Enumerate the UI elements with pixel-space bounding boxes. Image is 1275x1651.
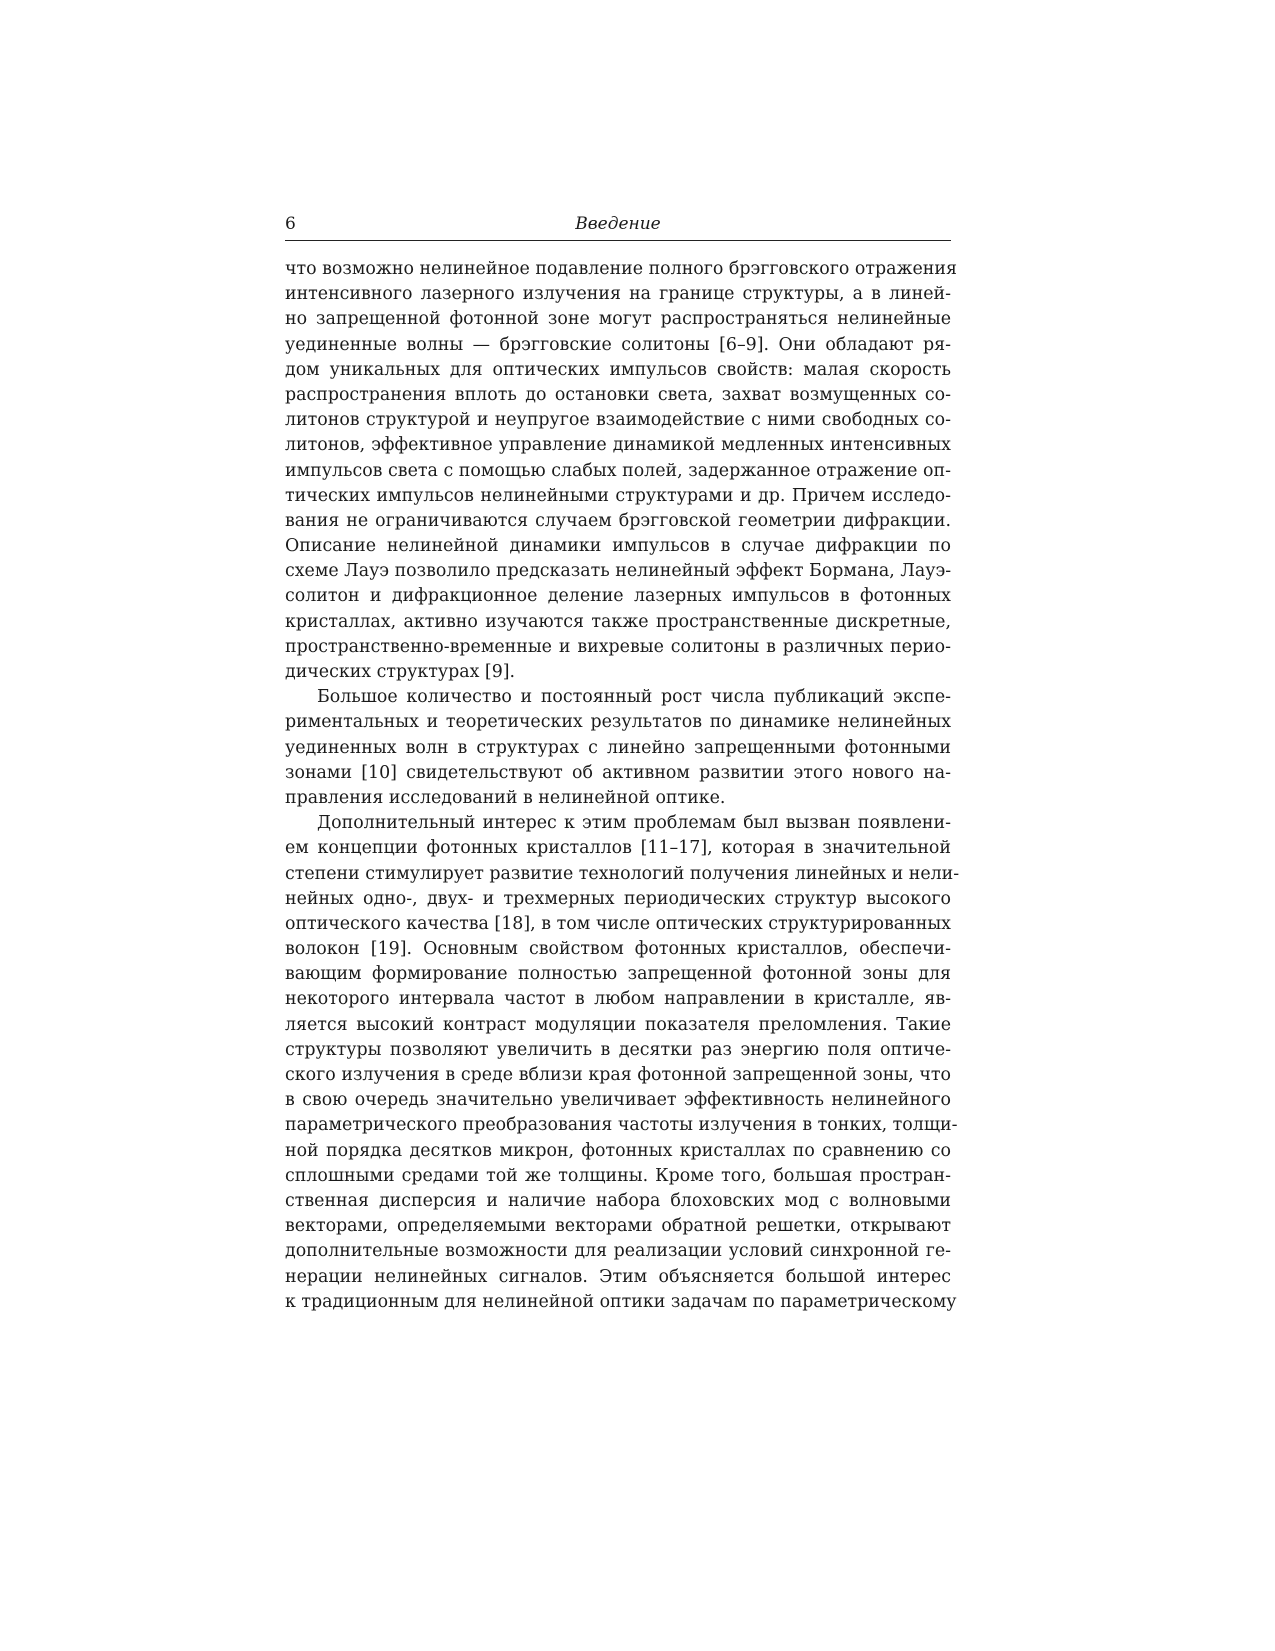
text-line: ственная дисперсия и наличие набора блоховских мод с волновыми [285,1190,951,1211]
text-line: вающим формирование полностью запрещенной фотонной зоны для [285,964,951,985]
text-line: нерации нелинейных сигналов. Этим объясняется большой интерес [285,1266,951,1287]
text-line: распространения вплоть до остановки света, захват возмущенных со- [285,384,951,405]
text-line: ем концепции фотонных кристаллов [11–17], которая в значительной [285,838,951,859]
text-line: дических структурах [9]. [285,662,516,682]
text-line: пространственно-временные и вихревые солитоны в различных перио- [285,636,951,657]
running-header [285,212,951,241]
text-line: структуры позволяют увеличить в десятки раз энергию поля оптиче- [285,1039,951,1060]
text-line: ляется высокий контраст модуляции показателя преломления. Такие [285,1014,951,1035]
text-line: уединенные волны — брэгговские солитоны [6–9]. Они обладают ря- [285,334,951,355]
text-line: правления исследований в нелинейной оптике. [285,787,726,808]
text-line: сплошными средами той же толщины. Кроме того, большая простран- [285,1165,951,1186]
body-text [285,257,960,1315]
text-line: волокон [19]. Основным свойством фотонных кристаллов, обеспечи- [285,939,951,960]
text-line: Дополнительный интерес к этим проблемам был вызван появлени- [317,813,951,834]
text-line: зонами [10] свидетельствуют об активном развитии этого нового на- [285,762,951,783]
running-title: Введение [575,214,661,234]
text-line: уединенных волн в структурах с линейно запрещенными фотонными [285,737,951,758]
text-line: Описание нелинейной динамики импульсов в случае дифракции по [285,536,951,557]
text-line: к традиционным для нелинейной оптики задачам по параметрическому [285,1291,957,1312]
text-line: дополнительные возможности для реализации условий синхронной ге- [285,1241,951,1262]
text-line: ского излучения в среде вблизи края фотонной запрещенной зоны, что [285,1065,951,1085]
page-number: 6 [285,214,296,234]
text-line: солитон и дифракционное деление лазерных импульсов в фотонных [285,586,951,607]
text-line: дом уникальных для оптических импульсов свойств: малая скорость [285,359,951,380]
text-line: степени стимулирует развитие технологий получения линейных и нели- [285,863,960,884]
text-line: схеме Лауэ позволило предсказать нелинейный эффект Бормана, Лауэ- [285,561,952,582]
text-line: ной порядка десятков микрон, фотонных кристаллах по сравнению со [285,1140,951,1161]
text-line: литонов структурой и неупругое взаимодействие с ними свободных со- [285,410,951,431]
text-line: импульсов света с помощью слабых полей, задержанное отражение оп- [285,460,951,481]
text-line: интенсивного лазерного излучения на границе структуры, а в линей- [285,284,951,305]
text-line: вания не ограничиваются случаем брэгговской геометрии дифракции. [285,510,951,531]
text-line: оптического качества [18], в том числе оптических структурированных [285,913,951,934]
text-line: параметрического преобразования частоты излучения в тонких, толщи- [285,1115,958,1136]
text-line: литонов, эффективное управление динамикой медленных интенсивных [285,435,951,456]
text-line: что возможно нелинейное подавление полного брэгговского отражения [285,259,957,279]
text-line: в свою очередь значительно увеличивает эффективность нелинейного [285,1090,951,1111]
book-page [285,212,960,1315]
text-line: Большое количество и постоянный рост числа публикаций экспе- [317,687,951,708]
text-line: нейных одно-, двух- и трехмерных периодических структур высокого [285,888,951,909]
text-line: тических импульсов нелинейными структурами и др. Причем исследо- [285,485,951,506]
text-line: некоторого интервала частот в любом направлении в кристалле, яв- [285,989,951,1010]
text-line: векторами, определяемыми векторами обратной решетки, открывают [285,1216,951,1237]
text-line: но запрещенной фотонной зоне могут распространяться нелинейные [285,309,951,330]
text-line: риментальных и теоретических результатов по динамике нелинейных [285,712,951,733]
text-line: кристаллах, активно изучаются также пространственные дискретные, [285,611,951,632]
